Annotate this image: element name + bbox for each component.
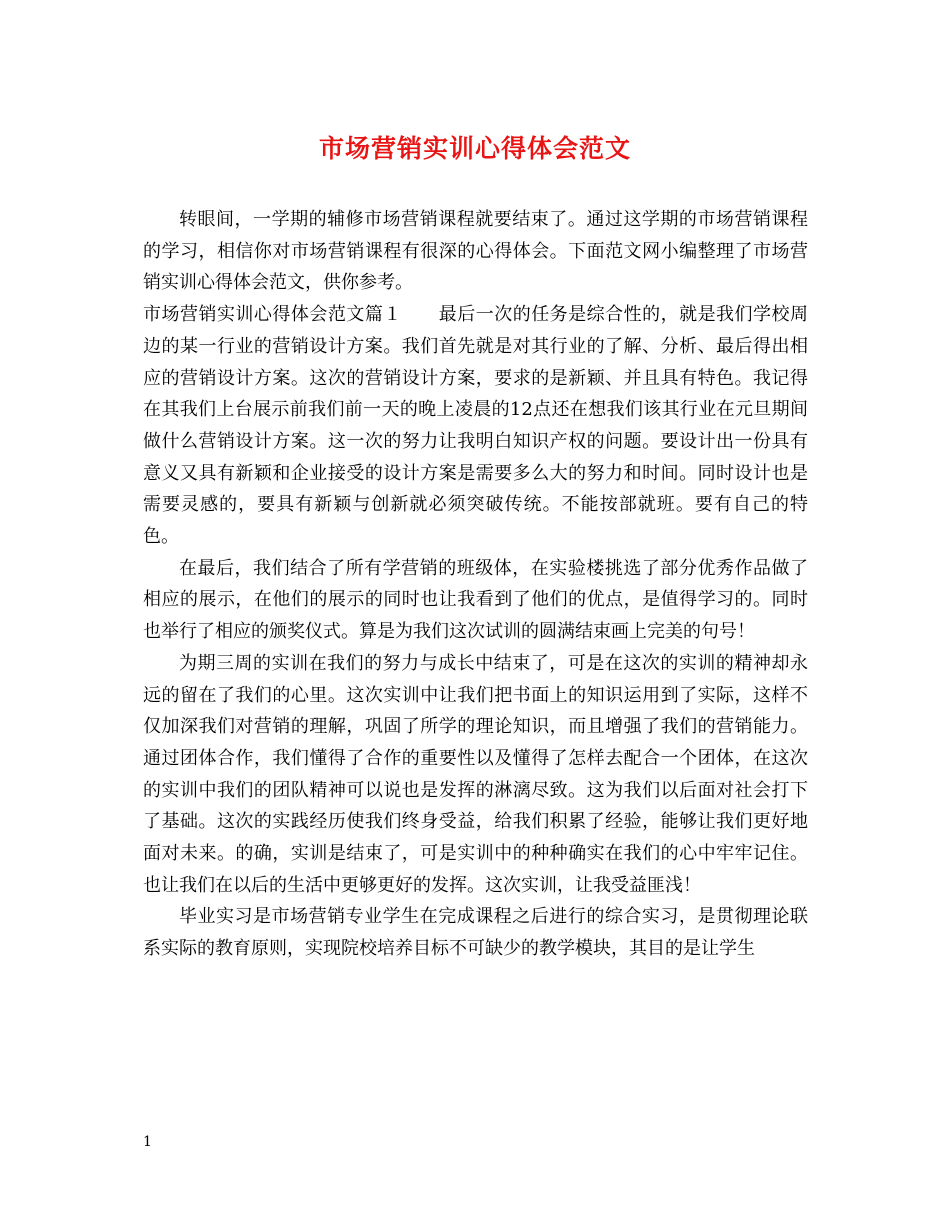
paragraph-article-1: 市场营销实训心得体会范文篇１ 最后一次的任务是综合性的，就是我们学校周边的某一行业的营销设计方案。我们首先就是对其行业的了解、分析、最后得出相应的营销设计方案。这次的营销设计方案，要求的是新颖、并且具有特色。我记得在其我们上台展示前我们前一天的晚上凌晨的12点还在想我们该其行业在元旦期间做什么营销设计方案。这一次的努力让我明白知识产权的问题。要设计出一份具有意义又具有新颖和企业接受的设计方案是需要多么大的努力和时间。同时设计也是需要灵感的，要具有新颖与创新就必须突破传统。不能按部就班。要有自己的特色。 (143, 304, 808, 548)
document-body (143, 204, 808, 965)
paragraph-intro: 转眼间，一学期的辅修市场营销课程就要结束了。通过这学期的市场营销课程的学习，相信你对市场营销课程有很深的心得体会。下面范文网小编整理了市场营销实训心得体会范文，供你参考。 (143, 209, 808, 294)
document-title: 市场营销实训心得体会范文 (318, 134, 631, 163)
paragraph-showcase: 在最后，我们结合了所有学营销的班级体，在实验楼挑选了部分优秀作品做了相应的展示，在他们的展示的同时也让我看到了他们的优点，是值得学习的。同时也举行了相应的颁奖仪式。算是为我们这次试训的圆满结束画上完美的句号！ (143, 557, 808, 643)
paragraph-internship: 毕业实习是市场营销专业学生在完成课程之后进行的综合实习，是贯彻理论联系实际的教育原则，实现院校培养目标不可缺少的教学模块，其目的是让学生 (143, 906, 808, 960)
paragraph-reflection: 为期三周的实训在我们的努力与成长中结束了，可是在这次的实训的精神却永远的留在了我们的心里。这次实训中让我们把书面上的知识运用到了实际，这样不仅加深我们对营销的理解，巩固了所学的理论知识，而且增强了我们的营销能力。通过团体合作，我们懂得了合作的重要性以及懂得了怎样去配合一个团体，在这次的实训中我们的团队精神可以说也是发挥的淋漓尽致。这为我们以后面对社会打下了基础。这次的实践经历使我们终身受益，给我们积累了经验，能够让我们更好地面对未来。的确，实训是结束了，可是实训中的种种确实在我们的心中牢牢记住。也让我们在以后的生活中更够更好的发挥。这次实训，让我受益匪浅！ (143, 652, 808, 896)
page-number: 1 (143, 1134, 152, 1150)
